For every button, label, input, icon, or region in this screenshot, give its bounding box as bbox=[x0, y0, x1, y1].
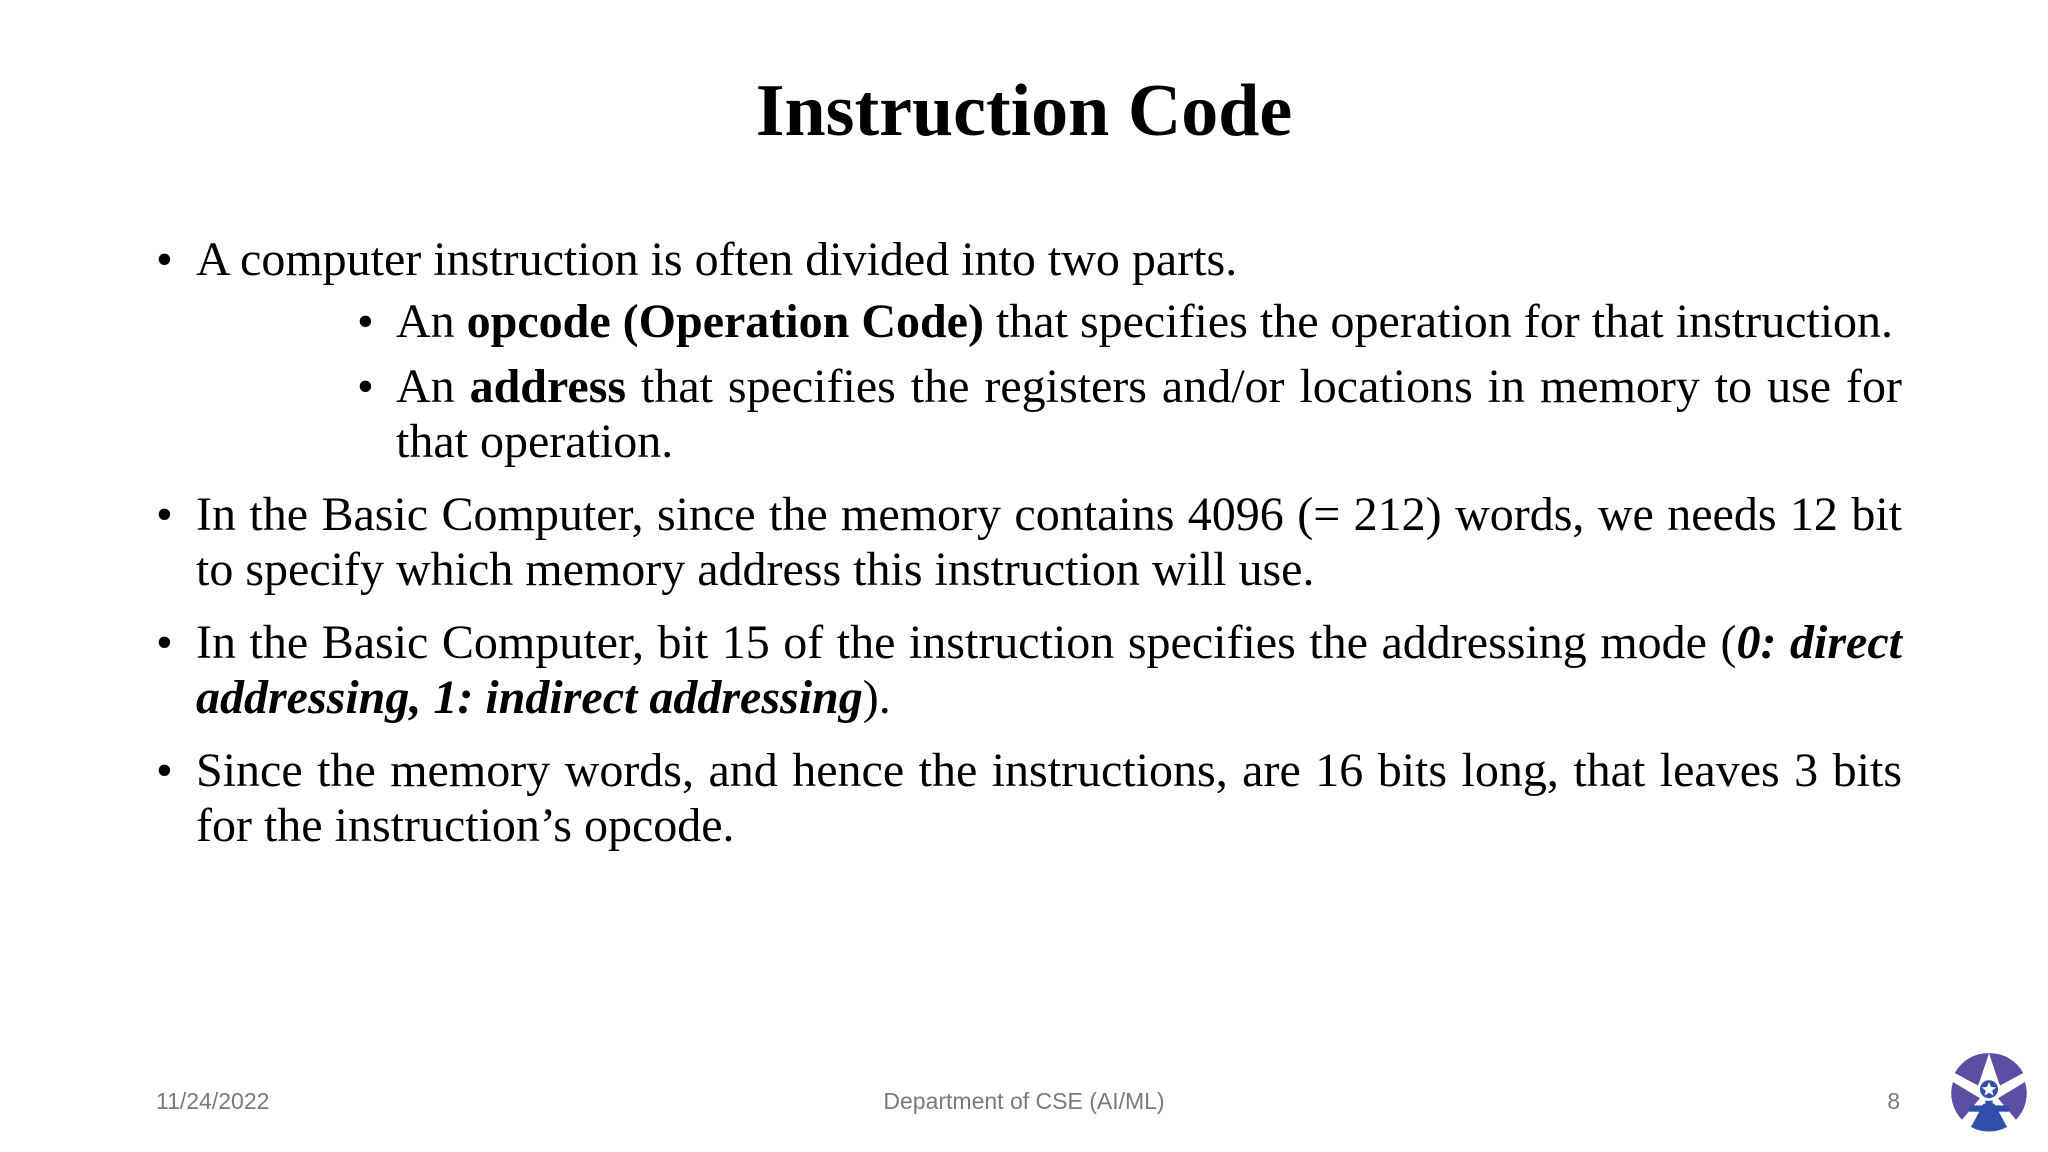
bullet-icon: • bbox=[357, 360, 374, 413]
bullet-icon: • bbox=[156, 744, 173, 797]
bullet-text-post: that specifies the operation for that instruction. bbox=[983, 295, 1894, 348]
bullet-text-pre: An bbox=[396, 360, 470, 413]
institution-logo-icon bbox=[1944, 1046, 2034, 1136]
bullet-item bbox=[150, 743, 1902, 853]
bullet-icon: • bbox=[156, 233, 173, 286]
footer-date: 11/24/2022 bbox=[156, 1088, 270, 1114]
bullet-item bbox=[150, 487, 1902, 597]
bullet-icon: • bbox=[357, 295, 374, 348]
bullet-text: A computer instruction is often divided into two parts. bbox=[196, 233, 1238, 286]
bullet-text-post: ). bbox=[862, 671, 891, 724]
slide-content bbox=[150, 232, 1902, 853]
sub-bullet-item bbox=[350, 359, 1902, 469]
bullet-text-pre: In the Basic Computer, bit 15 of the instruction specifies the addressing mode ( bbox=[196, 616, 1737, 669]
bullet-text: Since the memory words, and hence the instructions, are 16 bits long, that leaves 3 bits for the instruction’s opcode. bbox=[196, 744, 1902, 852]
bullet-item bbox=[150, 232, 1902, 287]
bullet-text: In the Basic Computer, since the memory contains 4096 (= 212) words, we needs 12 bit to specify which memory address this instruction will use. bbox=[196, 488, 1902, 596]
bullet-icon: • bbox=[156, 488, 173, 541]
bullet-item bbox=[150, 615, 1902, 725]
sub-bullet-item bbox=[350, 294, 1902, 349]
bullet-text-bold-italic: 0: direct addressing, 1: indirect addressing bbox=[196, 616, 1902, 724]
footer-department: Department of CSE (AI/ML) bbox=[883, 1088, 1165, 1114]
slide-title: Instruction Code bbox=[755, 70, 1293, 152]
bullet-text-post: that specifies the registers and/or locations in memory to use for that operation. bbox=[396, 360, 1902, 468]
bullet-icon: • bbox=[156, 616, 173, 669]
bullet-text-bold: address bbox=[469, 360, 627, 413]
footer-page-number: 8 bbox=[1887, 1088, 1900, 1114]
bullet-text-pre: An bbox=[396, 295, 467, 348]
bullet-text-bold: opcode (Operation Code) bbox=[466, 295, 984, 348]
